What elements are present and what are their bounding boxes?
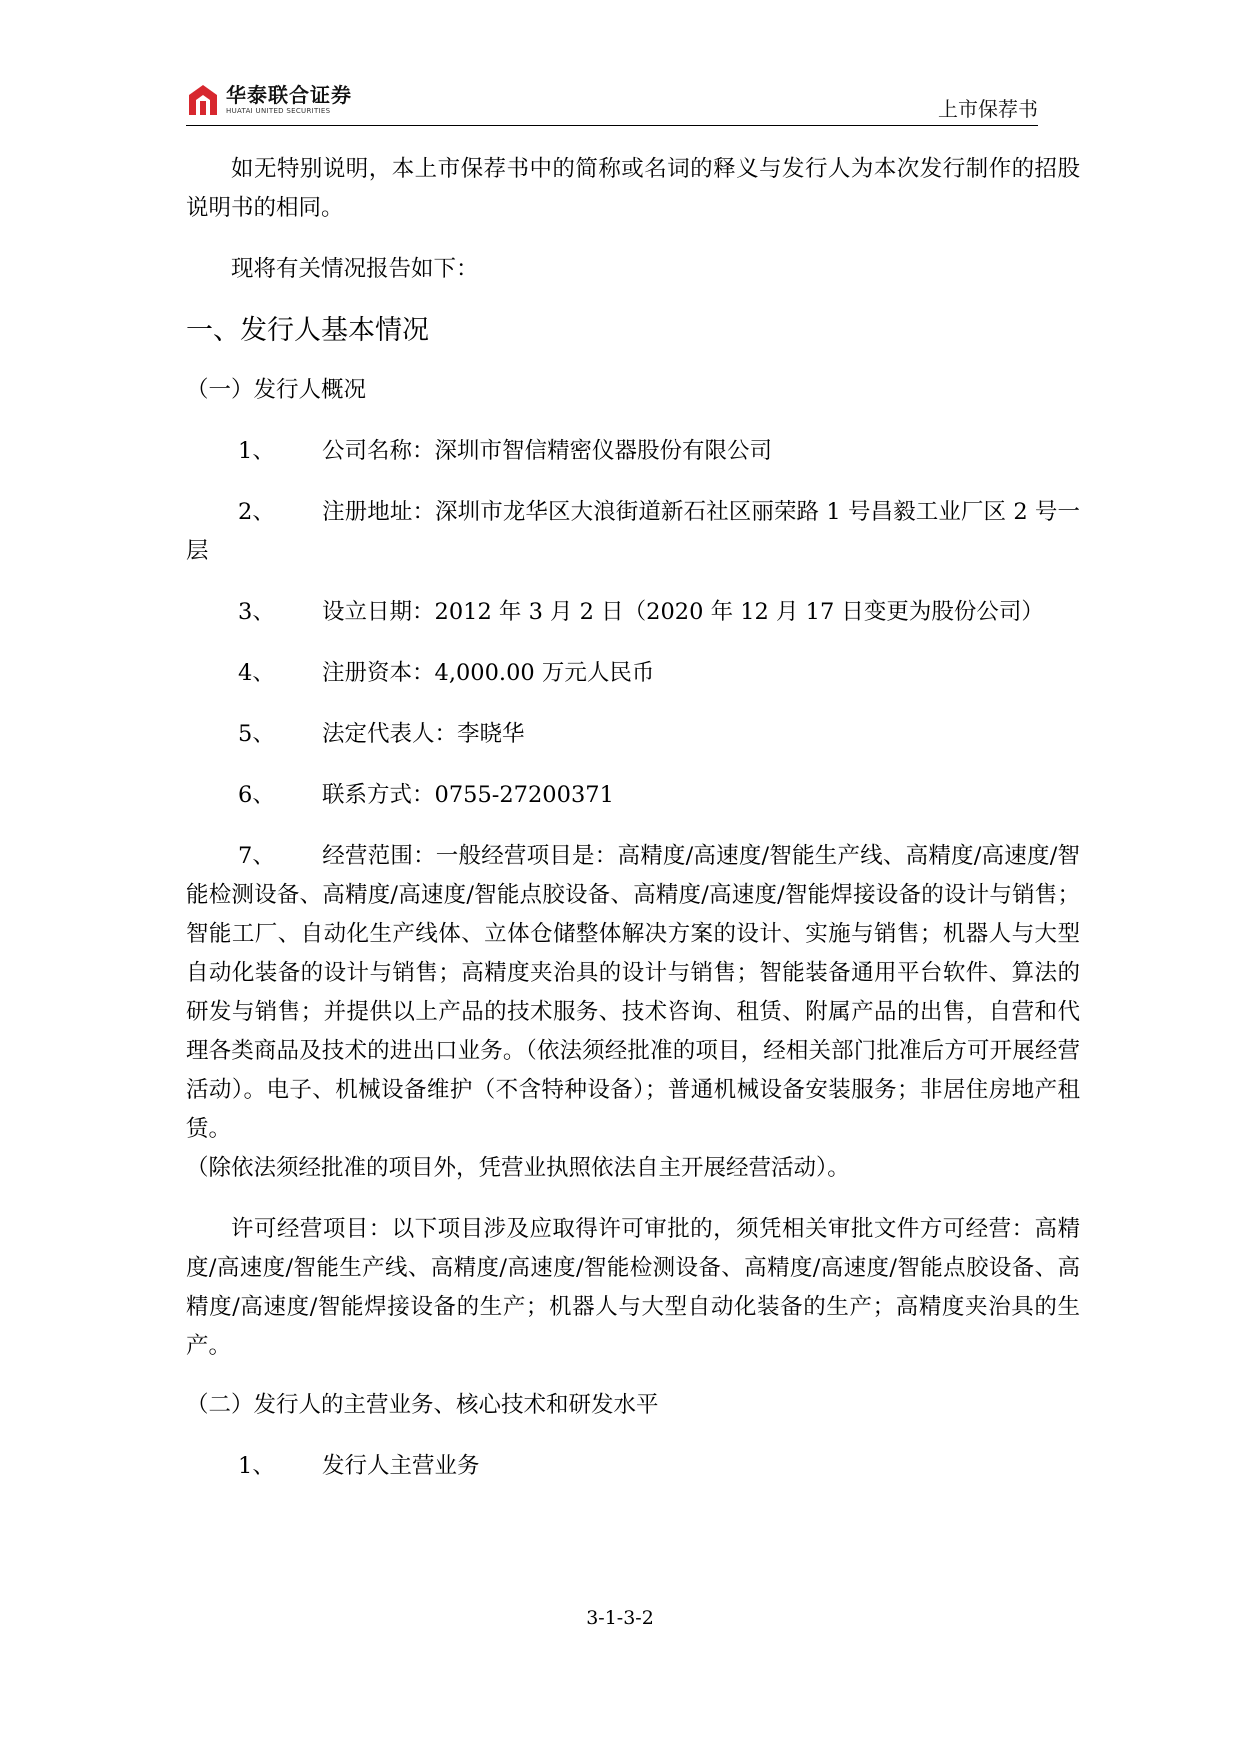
- header-divider: [186, 125, 1038, 126]
- overview-item-business-scope: [186, 837, 1080, 1149]
- item-number: 5、: [238, 721, 275, 747]
- permitted-business-paragraph: 许可经营项目：以下项目涉及应取得许可审批的，须凭相关审批文件方可经营：高精度/高速度/智能生产线、高精度/高速度/智能检测设备、高精度/高速度/智能点胶设备、高精度/高速度/智能焊接设备的生产；机器人与大型自动化装备的生产；高精度夹治具的生产。: [186, 1216, 1080, 1359]
- logo-chinese-name: 华泰联合证券: [226, 83, 352, 107]
- overview-item-company-name: [186, 432, 1080, 471]
- item-text: 公司名称：深圳市智信精密仪器股份有限公司: [322, 438, 773, 464]
- overview-item-establishment-date: [186, 593, 1080, 632]
- huatai-logo-icon: [186, 83, 220, 117]
- intro-paragraph: 如无特别说明，本上市保荐书中的简称或名词的释义与发行人为本次发行制作的招股说明书的相同。: [186, 156, 1080, 221]
- item-text: 法定代表人：李晓华: [322, 721, 525, 747]
- item-number: 2、: [238, 499, 275, 525]
- logo-english-name: HUATAI UNITED SECURITIES: [226, 107, 331, 115]
- section-heading-issuer-basics: 一、发行人基本情况: [186, 315, 429, 346]
- subsection-heading-main-business: （二）发行人的主营业务、核心技术和研发水平: [186, 1392, 659, 1418]
- overview-item-contact: [186, 776, 1080, 815]
- item-text: 设立日期：2012 年 3 月 2 日（2020 年 12 月 17 日变更为股份公司）: [322, 599, 1044, 625]
- item-text: 发行人主营业务: [322, 1453, 480, 1479]
- subsection-heading-overview: （一）发行人概况: [186, 377, 367, 403]
- item-number: 7、: [238, 843, 275, 869]
- business-scope-note: （除依法须经批准的项目外，凭营业执照依法自主开展经营活动）。: [186, 1155, 850, 1181]
- item-text: 经营范围：一般经营项目是：高精度/高速度/智能生产线、高精度/高速度/智能检测设备、高精度/高速度/智能点胶设备、高精度/高速度/智能焊接设备的设计与销售；智能工厂、自动化生产线体、立体仓储整体解决方案的设计、实施与销售；机器人与大型自动化装备的设计与销售；高精度夹治具的设计与销售；智能装备通用平台软件、算法的研发与销售；并提供以上产品的技术服务、技术咨询、租赁、附属产品的出售，自营和代理各类商品及技术的进出口业务。（依法须经批准的项目，经相关部门批准后方可开展经营活动）。电子、机械设备维护（不含特种设备）；普通机械设备安装服务；非居住房地产租赁。: [186, 843, 1080, 1142]
- item-text: 联系方式：0755-27200371: [322, 782, 614, 808]
- page-header: [186, 78, 1038, 126]
- document-body: [186, 150, 1080, 1486]
- item-number: 1、: [238, 438, 275, 464]
- item-text: 注册资本：4,000.00 万元人民币: [322, 660, 655, 686]
- overview-item-registered-address: [186, 493, 1080, 571]
- overview-item-registered-capital: [186, 654, 1080, 693]
- item-number: 3、: [238, 599, 275, 625]
- item-number: 6、: [238, 782, 275, 808]
- item-text: 注册地址：深圳市龙华区大浪街道新石社区丽荣路 1 号昌毅工业厂区 2 号一层: [186, 499, 1080, 564]
- item-number: 4、: [238, 660, 275, 686]
- page-number: 3-1-3-2: [586, 1607, 654, 1629]
- overview-item-legal-representative: [186, 715, 1080, 754]
- main-business-item: [186, 1447, 1080, 1486]
- document-title: 上市保荐书: [938, 97, 1038, 121]
- intro-report-line: 现将有关情况报告如下：: [231, 256, 479, 282]
- huatai-logo: [186, 80, 352, 120]
- item-number: 1、: [238, 1453, 275, 1479]
